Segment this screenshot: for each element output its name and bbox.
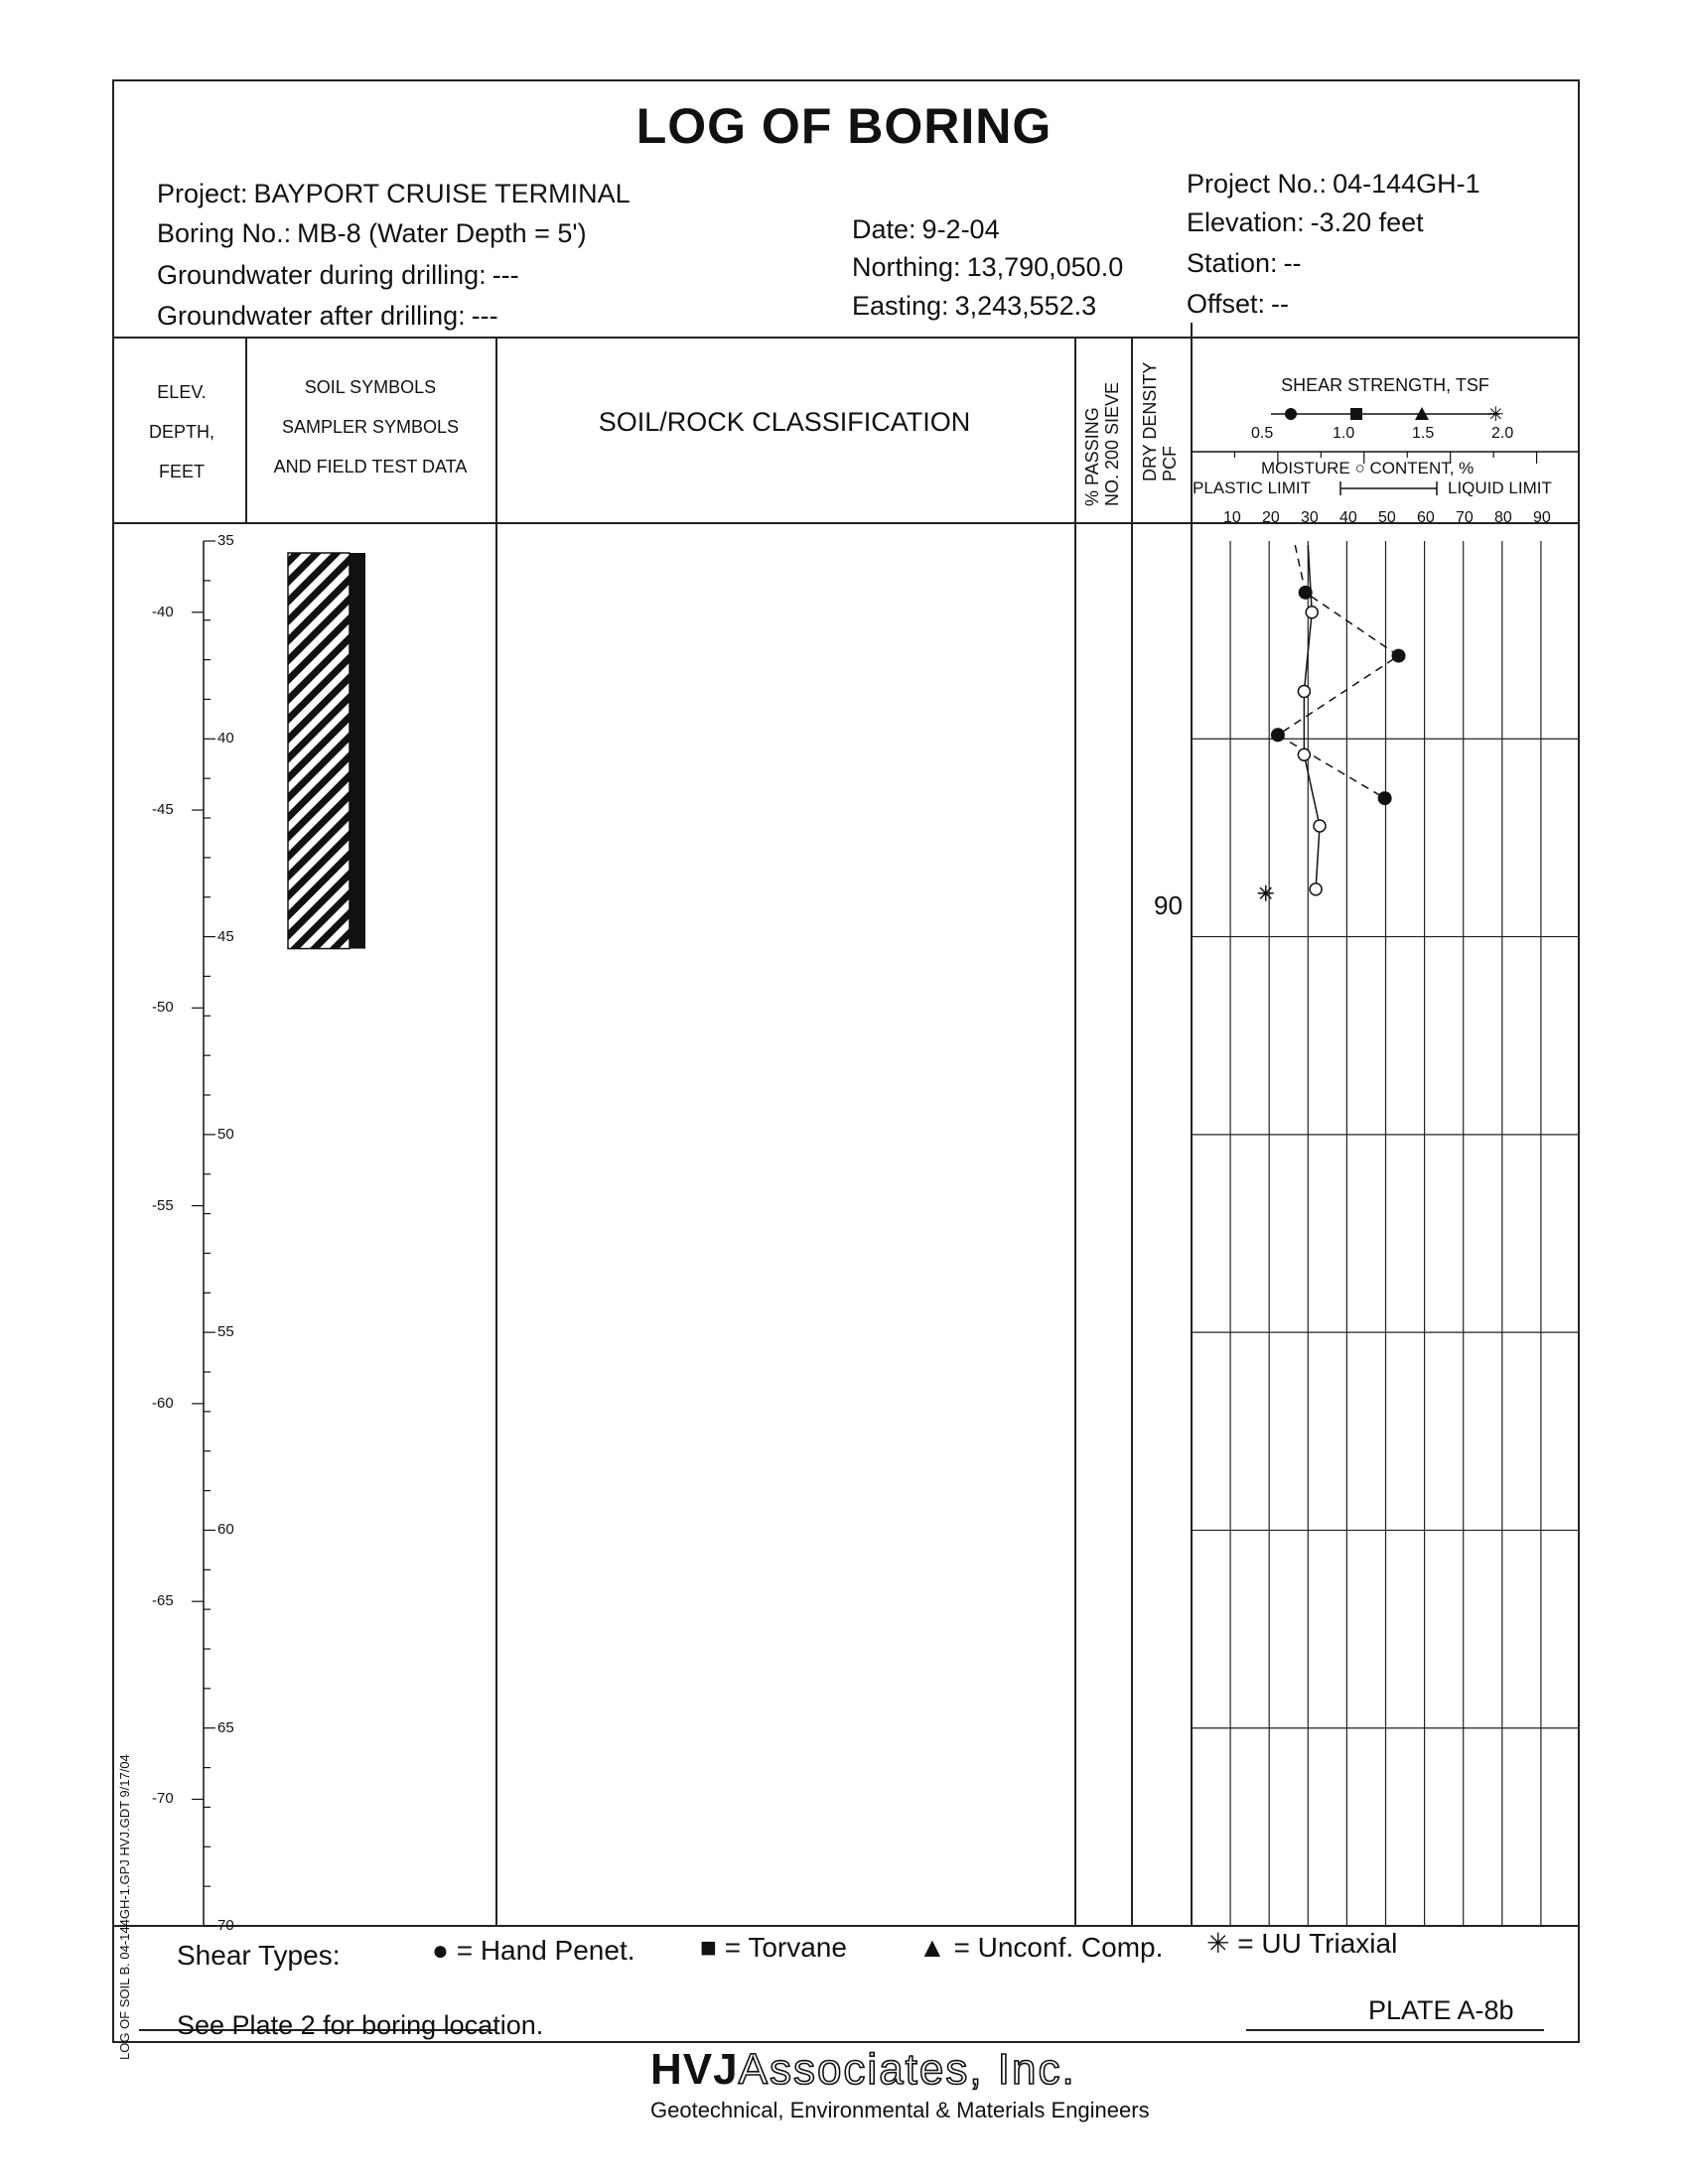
boring-location-note: See Plate 2 for boring location. xyxy=(177,2010,544,2040)
depth-label: 45 xyxy=(217,927,234,945)
boring-label: Boring No.: xyxy=(157,218,292,248)
moisture-tick-label: 90 xyxy=(1533,509,1551,526)
company-logo xyxy=(650,2045,1076,2095)
plastic-limit-label: PLASTIC LIMIT xyxy=(1193,478,1312,497)
elevation-label: -40 xyxy=(152,603,174,620)
legend-torvane-label: = Torvane xyxy=(724,1932,847,1963)
plot-grid xyxy=(1192,541,1580,1926)
gw-after-label: Groundwater after drilling: xyxy=(157,301,466,331)
station-label: Station: xyxy=(1187,248,1278,278)
shear-axis-ticks xyxy=(1234,452,1536,464)
elevation-label: -55 xyxy=(152,1196,174,1214)
symbols-heading-line: SAMPLER SYMBOLS xyxy=(281,417,460,437)
legend-uu-triaxial-label: = UU Triaxial xyxy=(1237,1928,1398,1959)
uu-legend-marker: ✳ xyxy=(1487,402,1504,426)
soil-hatch xyxy=(288,553,350,949)
legend-hand-penet xyxy=(432,1935,635,1967)
northing-value: 13,790,050.0 xyxy=(966,252,1124,282)
moisture-tick-label: 80 xyxy=(1494,509,1512,526)
dry-density-value: 90 xyxy=(1154,890,1183,920)
easting-value: 3,243,552.3 xyxy=(954,291,1097,321)
moisture-point xyxy=(1298,685,1310,697)
passing-heading-line: % PASSING xyxy=(1082,407,1102,506)
depth-label: 50 xyxy=(217,1125,234,1143)
legend-uu-triaxial xyxy=(1206,1927,1397,1960)
logo-outline: Associates, Inc. xyxy=(738,2045,1076,2094)
moisture-title: MOISTURE ○ CONTENT, % xyxy=(1261,459,1475,478)
uu-triaxial-point xyxy=(1258,886,1274,901)
elevation-label: -45 xyxy=(152,801,174,819)
hand-penet-point xyxy=(1299,586,1313,600)
asterisk-icon: ✳ xyxy=(1206,1928,1230,1959)
filled-circle-icon: ● xyxy=(432,1935,449,1966)
density-heading-line: DRY DENSITY xyxy=(1140,361,1160,481)
shear-tick-label: 2.0 xyxy=(1491,425,1514,442)
elev-heading-line: FEET xyxy=(158,462,205,481)
file-reference-sidebar: LOG OF SOIL B. 04-144GH-1.GPJ HVJ.GDT 9/17/04 xyxy=(117,1754,132,2060)
soil-symbol xyxy=(288,553,365,949)
depth-label: 60 xyxy=(217,1521,234,1539)
moisture-tick-label: 40 xyxy=(1339,509,1357,526)
symbols-heading-line: SOIL SYMBOLS xyxy=(304,377,437,397)
filled-square-icon: ■ xyxy=(700,1932,717,1963)
depth-scale xyxy=(192,541,215,1926)
shear-strength-title: SHEAR STRENGTH, TSF xyxy=(1281,375,1489,395)
legend-hand-penet-label: = Hand Penet. xyxy=(456,1935,635,1966)
hand-penet-point xyxy=(1392,649,1406,663)
symbols-heading-line: AND FIELD TEST DATA xyxy=(273,457,468,477)
depth-label: 65 xyxy=(217,1718,234,1736)
legend-unconf-comp xyxy=(918,1932,1163,1964)
logo-bold: HVJ xyxy=(650,2045,739,2094)
date-label: Date: xyxy=(852,214,916,244)
depth-label: 35 xyxy=(217,532,234,549)
elevation-value: -3.20 feet xyxy=(1310,207,1424,237)
easting-label: Easting: xyxy=(852,291,949,321)
moisture-point xyxy=(1314,820,1326,832)
moisture-point xyxy=(1310,884,1322,895)
moisture-point xyxy=(1306,607,1318,618)
elev-heading-line: DEPTH, xyxy=(148,422,214,442)
elevation-label: -60 xyxy=(152,1394,174,1412)
project-no-value: 04-144GH-1 xyxy=(1333,169,1480,199)
moisture-point xyxy=(1298,749,1310,760)
shear-tick-label: 1.0 xyxy=(1333,425,1355,442)
depth-label: 40 xyxy=(217,730,234,748)
moisture-tick-label: 30 xyxy=(1301,509,1319,526)
moisture-tick-label: 50 xyxy=(1378,509,1396,526)
offset-label: Offset: xyxy=(1187,289,1266,319)
gw-during-label: Groundwater during drilling: xyxy=(157,260,487,290)
moisture-tick-label: 10 xyxy=(1223,509,1241,526)
shear-tick-label: 0.5 xyxy=(1251,425,1274,442)
shear-types-label: Shear Types: xyxy=(177,1940,341,1971)
liquid-limit-label: LIQUID LIMIT xyxy=(1448,478,1552,497)
classification-heading: SOIL/ROCK CLASSIFICATION xyxy=(598,407,971,437)
hand-penet-point xyxy=(1378,791,1392,805)
elev-heading-line: ELEV. xyxy=(157,382,207,402)
company-subtitle: Geotechnical, Environmental & Materials Engineers xyxy=(650,2098,1150,2122)
torvane-legend-marker xyxy=(1350,408,1362,420)
elevation-label: -65 xyxy=(152,1592,174,1610)
plot-marks xyxy=(1258,545,1406,901)
depth-label: 55 xyxy=(217,1323,234,1341)
moisture-tick-label: 60 xyxy=(1417,509,1435,526)
elevation-label: -50 xyxy=(152,999,174,1017)
station-value: -- xyxy=(1283,248,1302,278)
gw-during-value: --- xyxy=(492,260,519,290)
project-label: Project: xyxy=(157,179,248,208)
shear-tick-label: 1.5 xyxy=(1412,425,1435,442)
moisture-tick-label: 20 xyxy=(1262,509,1280,526)
offset-value: -- xyxy=(1271,289,1290,319)
page-title: LOG OF BORING xyxy=(635,98,1053,154)
hand-penet-legend-marker xyxy=(1285,408,1297,420)
density-heading-line: PCF xyxy=(1160,446,1180,481)
legend-unconf-comp-label: = Unconf. Comp. xyxy=(953,1932,1164,1963)
northing-label: Northing: xyxy=(852,252,961,282)
passing-heading-line: NO. 200 SIEVE xyxy=(1102,381,1122,506)
filled-triangle-icon: ▲ xyxy=(918,1932,946,1963)
boring-value: MB-8 (Water Depth = 5') xyxy=(297,218,587,248)
hand-penet-point xyxy=(1271,728,1285,742)
project-value: BAYPORT CRUISE TERMINAL xyxy=(253,179,631,208)
moisture-tick-label: 70 xyxy=(1456,509,1474,526)
elevation-label: Elevation: xyxy=(1187,207,1305,237)
depth-label: 70 xyxy=(217,1917,234,1934)
legend-torvane xyxy=(700,1932,847,1964)
soil-solid-band xyxy=(350,553,365,949)
date-value: 9-2-04 xyxy=(921,214,1000,244)
gw-after-value: --- xyxy=(471,301,498,331)
elevation-label: -70 xyxy=(152,1790,174,1808)
plate-number: PLATE A-8b xyxy=(1368,1995,1514,2025)
project-no-label: Project No.: xyxy=(1187,169,1328,199)
hand-penet-line xyxy=(1278,545,1399,798)
